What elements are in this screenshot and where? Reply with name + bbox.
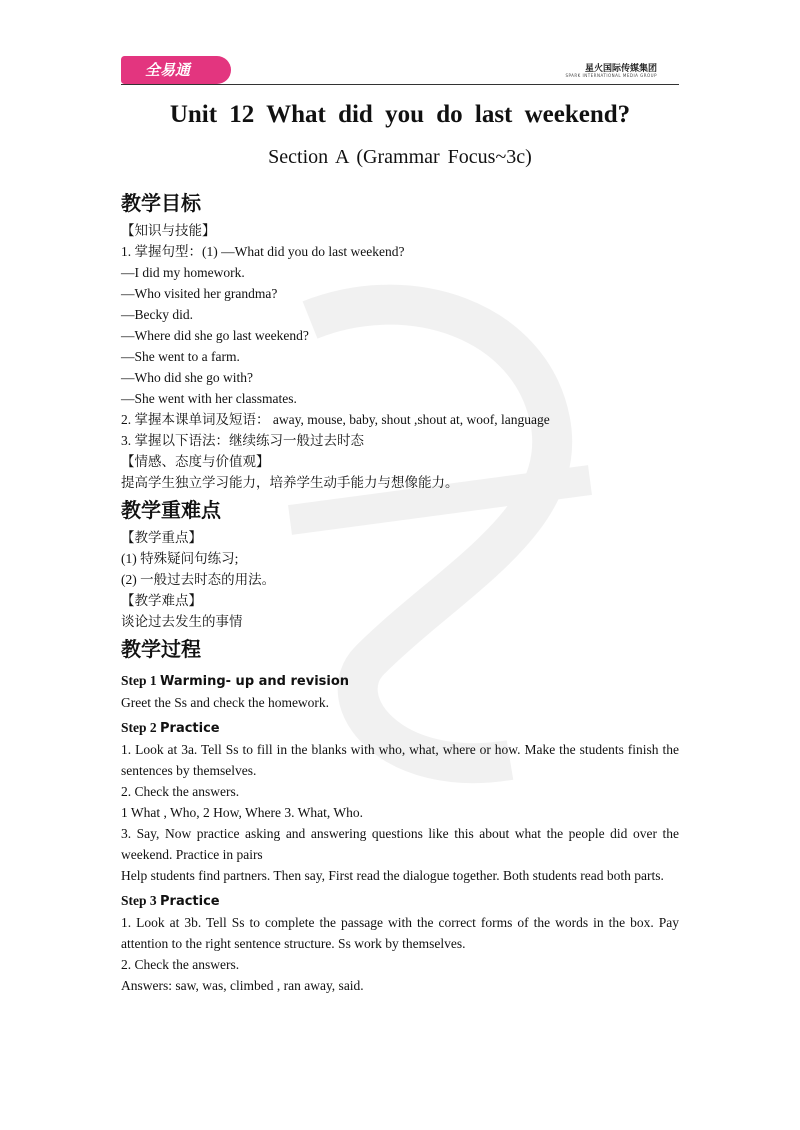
step-heading xyxy=(121,717,679,739)
header-divider xyxy=(121,84,679,85)
text-line: 提高学生独立学习能力，培养学生动手能力与想像能力。 xyxy=(121,475,459,490)
text-line: (1) 特殊疑问句练习; xyxy=(121,551,239,566)
section-key-points xyxy=(121,493,679,632)
brand-logo: 全易通 xyxy=(121,56,231,84)
text-line: 【情感、态度与价值观】 xyxy=(121,454,270,469)
text-line: 3. 掌握以下语法：继续练习一般过去时态 xyxy=(121,433,364,448)
text-line: 【教学重点】 xyxy=(121,530,202,545)
section-objectives xyxy=(121,186,679,493)
step-label: Step 2 xyxy=(121,720,157,735)
text-line: 【知识与技能】 xyxy=(121,223,216,238)
text-line: 1. 掌握句型：(1) —What did you do last weekend? xyxy=(121,244,405,259)
section-heading: 教学重难点 xyxy=(121,498,221,522)
paragraph: 2. Check the answers. xyxy=(121,957,240,972)
text-line: —Who visited her grandma? xyxy=(121,286,278,301)
step-title: Warming- up and revision xyxy=(160,674,350,689)
text-line: —Who did she go with? xyxy=(121,370,253,385)
step-title: Practice xyxy=(160,894,220,909)
step-1 xyxy=(121,670,679,713)
text-line: —Where did she go last weekend? xyxy=(121,328,309,343)
paragraph: 1. Look at 3b. Tell Ss to complete the passage with the correct forms of the words in the box. Pay attention to the right sentence structure. Ss work by themselves. xyxy=(121,915,679,951)
step-3 xyxy=(121,890,679,996)
paragraph: 3. Say, Now practice asking and answering questions like this about what the people did over the weekend. Practice in pairs xyxy=(121,826,679,862)
text-line: —Becky did. xyxy=(121,307,193,322)
document-body xyxy=(121,186,679,996)
text-line: 谈论过去发生的事情 xyxy=(121,614,243,629)
step-heading xyxy=(121,670,679,692)
paragraph: Help students find partners. Then say, First read the dialogue together. Both students read both parts. xyxy=(121,868,664,883)
paragraph: Answers: saw, was, climbed , ran away, said. xyxy=(121,978,364,993)
text-line: —She went to a farm. xyxy=(121,349,240,364)
step-heading xyxy=(121,890,679,912)
step-label: Step 3 xyxy=(121,893,157,908)
text-line: —I did my homework. xyxy=(121,265,245,280)
section-heading: 教学过程 xyxy=(121,637,201,661)
paragraph: 2. Check the answers. xyxy=(121,784,240,799)
text-line: —She went with her classmates. xyxy=(121,391,297,406)
paragraph: Greet the Ss and check the homework. xyxy=(121,695,330,710)
text-line: 【教学难点】 xyxy=(121,593,202,608)
brand-name: 星火国际传媒集团 xyxy=(584,64,657,74)
step-2 xyxy=(121,717,679,886)
section-heading: 教学目标 xyxy=(121,191,201,215)
paragraph: 1 What , Who, 2 How, Where 3. What, Who. xyxy=(121,805,363,820)
step-title: Practice xyxy=(160,721,220,736)
text-line: (2) 一般过去时态的用法。 xyxy=(121,572,276,587)
step-label: Step 1 xyxy=(121,673,157,688)
section-process xyxy=(121,632,679,996)
paragraph: 1. Look at 3a. Tell Ss to fill in the blanks with who, what, where or how. Make the students finish the sentences by themselves. xyxy=(121,742,679,778)
document-subtitle: Section A (Grammar Focus~3c) xyxy=(268,146,532,168)
text-line: 2. 掌握本课单词及短语： away, mouse, baby, shout ,shout at, woof, language xyxy=(121,412,550,427)
brand-subtitle: SPARK INTERNATIONAL MEDIA GROUP xyxy=(565,73,657,78)
document-title: Unit 12 What did you do last weekend? xyxy=(169,101,631,128)
page-header xyxy=(121,56,679,86)
